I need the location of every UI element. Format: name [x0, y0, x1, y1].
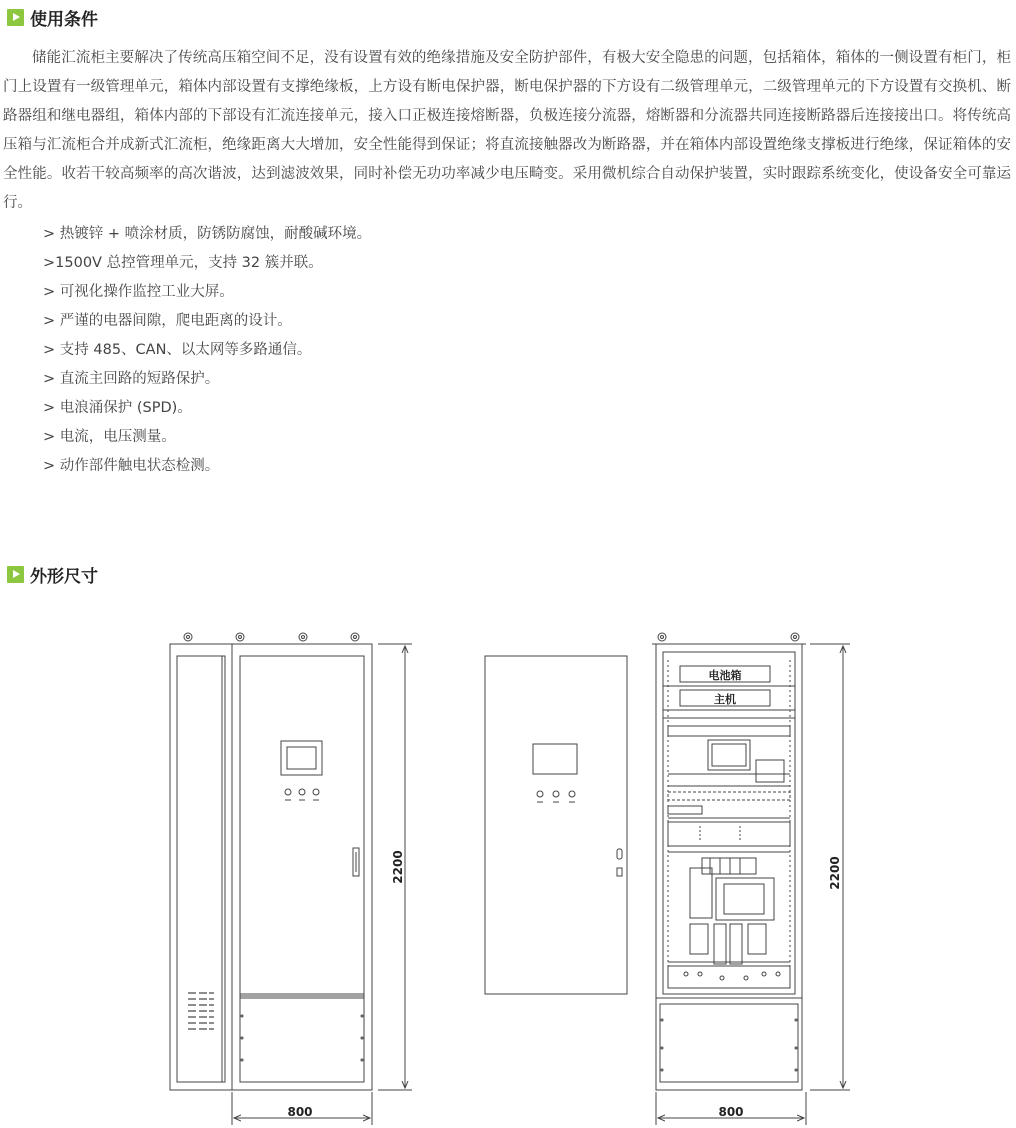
- section-heading-usage: [7, 5, 98, 30]
- list-item: > 严谨的电器间隙，爬电距离的设计。: [43, 313, 292, 329]
- width-label: 800: [718, 1105, 744, 1119]
- section-title: 使用条件: [30, 10, 98, 30]
- hmi-screen: [281, 741, 322, 775]
- width-label: 800: [287, 1105, 313, 1119]
- triangle-play-icon: [7, 566, 24, 583]
- section-title: 外形尺寸: [30, 567, 98, 587]
- list-item: > 可视化操作监控工业大屏。: [43, 284, 234, 300]
- indicator-light-icon: [285, 789, 319, 800]
- list-item: > 电浪涌保护 (SPD)。: [43, 400, 192, 416]
- section-heading-dimensions: [7, 562, 98, 587]
- feature-list: [43, 220, 371, 481]
- list-item: > 电流，电压测量。: [43, 429, 176, 445]
- door-lock-icon: [617, 849, 622, 876]
- indicator-light-icon: [537, 791, 575, 802]
- list-item: > 热镀锌 + 喷涂材质，防锈防腐蚀，耐酸碱环境。: [43, 226, 372, 242]
- list-item: > 直流主回路的短路保护。: [43, 371, 220, 387]
- battery-box-label: 电池箱: [708, 669, 742, 682]
- hmi-screen: [533, 744, 577, 774]
- triangle-play-icon: [7, 9, 24, 26]
- cabinet-front-view: [170, 633, 372, 1090]
- vent-grille: [188, 993, 214, 1029]
- list-item: >1500V 总控管理单元，支持 32 簇并联。: [43, 255, 323, 271]
- door-handle-icon: [353, 848, 359, 876]
- list-item: > 支持 485、CAN、以太网等多路通信。: [43, 342, 312, 358]
- list-item: > 动作部件触电状态检测。: [43, 458, 220, 474]
- dimension-drawing: [0, 600, 1016, 1128]
- lifting-eye-icon: [184, 633, 359, 641]
- host-label: 主机: [714, 693, 736, 706]
- height-label: 2200: [828, 856, 842, 890]
- lifting-eye-icon: [658, 633, 799, 641]
- intro-paragraph: 储能汇流柜主要解决了传统高压箱空间不足，没有设置有效的绝缘措施及安全防护部件，有极大安全隐患的问题，包括箱体，箱体的一侧设置有柜门，柜门上设置有一级管理单元，箱体内部设置有支撑绝缘板，上方设有断电保护器，断电保护器的下方设有二级管理单元，二级管理单元的下方设置有交换机、断路器组和继电器组，箱体内部的下部设有汇流连接单元，接入口正极连接熔断器，负极连接分流器，熔断器和分流器共同连接断路器后连接接出口。将传统高压箱与汇流柜合并成新式汇流柜，绝缘距离大大增加，安全性能得到保证；将直流接触器改为断路器，并在箱体内部设置绝缘支撑板进行绝缘，保证箱体的安全性能。收若干较高频率的高次谐波，达到滤波效果，同时补偿无功功率减少电压畸变。采用微机综合自动保护装置，实时跟踪系统变化，使设备安全可靠运行。: [3, 50, 1011, 211]
- cabinet-door-view: [485, 656, 627, 994]
- height-label: 2200: [391, 850, 405, 884]
